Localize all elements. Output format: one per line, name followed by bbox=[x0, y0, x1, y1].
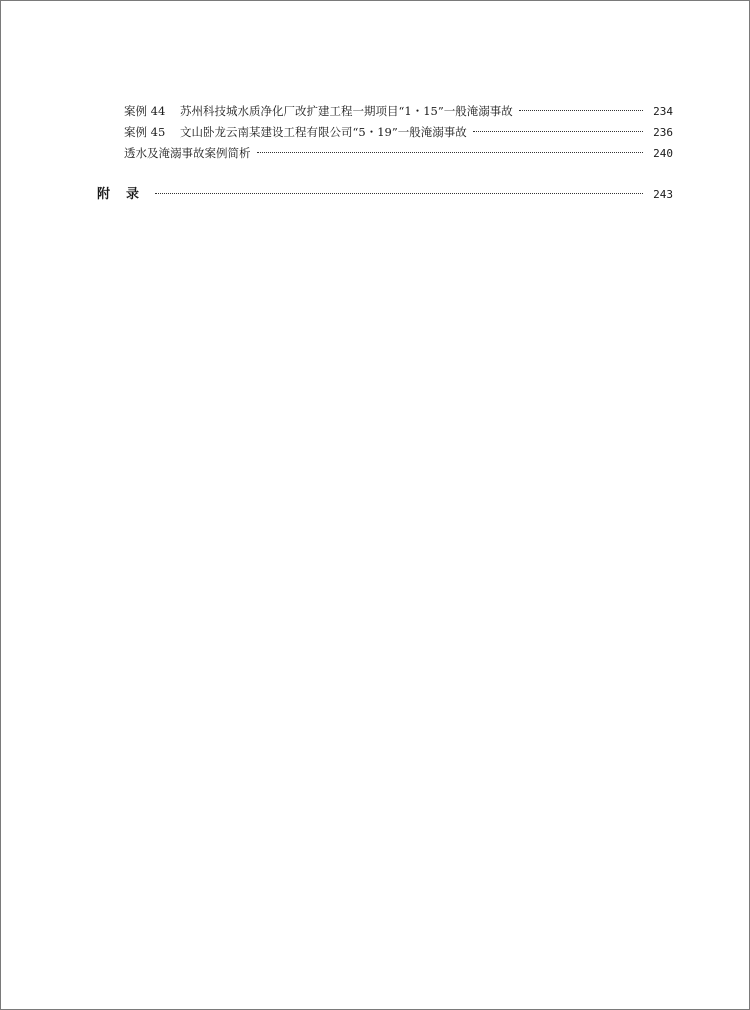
page-number: 234 bbox=[653, 105, 673, 118]
page-number: 240 bbox=[653, 147, 673, 160]
dot-leader bbox=[257, 152, 644, 153]
case-title: 文山卧龙云南某建设工程有限公司“5・19”一般淹溺事故 bbox=[180, 125, 467, 139]
dot-leader bbox=[155, 193, 643, 194]
case-label: 案例 44 bbox=[124, 104, 166, 118]
page-number: 236 bbox=[653, 126, 673, 139]
toc-entry-appendix[interactable] bbox=[97, 184, 673, 205]
section-title: 透水及淹溺事故案例简析 bbox=[124, 146, 251, 160]
case-label: 案例 45 bbox=[124, 125, 166, 139]
toc-entry-analysis[interactable] bbox=[97, 143, 673, 164]
toc-entry-case-45[interactable] bbox=[97, 122, 673, 143]
case-title: 苏州科技城水质净化厂改扩建工程一期项目“1・15”一般淹溺事故 bbox=[180, 104, 513, 118]
toc-entry-case-44[interactable] bbox=[97, 101, 673, 122]
dot-leader bbox=[519, 110, 643, 111]
table-of-contents bbox=[97, 101, 673, 205]
appendix-title: 附录 bbox=[97, 187, 156, 202]
page-number: 243 bbox=[653, 188, 673, 201]
dot-leader bbox=[473, 131, 643, 132]
